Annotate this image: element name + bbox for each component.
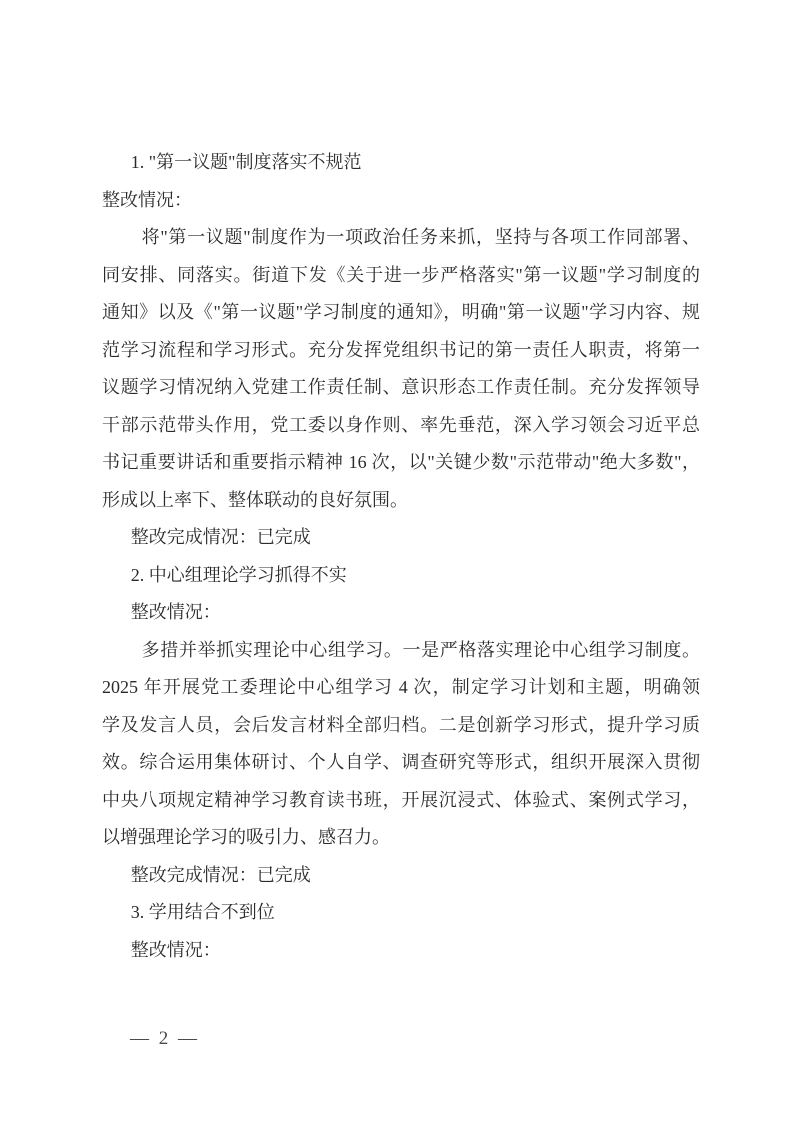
item-1-paragraph-line: 干部示范带头作用，党工委以身作则、率先垂范，深入学习领会习近平总 bbox=[102, 414, 700, 435]
item-2-paragraph-line: 中央八项规定精神学习教育读书班，开展沉浸式、体验式、案例式学习， bbox=[102, 789, 700, 810]
item-3-status-label: 整改情况： bbox=[130, 939, 221, 960]
item-2-heading: 2. 中心组理论学习抓得不实 bbox=[130, 564, 347, 585]
item-1-paragraph-line: 范学习流程和学习形式。充分发挥党组织书记的第一责任人职责，将第一 bbox=[102, 339, 700, 360]
item-1-paragraph-line: 形成以上率下、整体联动的良好氛围。 bbox=[102, 489, 408, 510]
item-2-completion-status: 整改完成情况：已完成 bbox=[130, 864, 311, 885]
item-2-status-label: 整改情况： bbox=[130, 602, 221, 622]
item-2-paragraph-line: 效。综合运用集体研讨、个人自学、调查研究等形式，组织开展深入贯彻 bbox=[102, 752, 700, 772]
item-2-paragraph-line: 学及发言人员，会后发言材料全部归档。二是创新学习形式，提升学习质 bbox=[102, 714, 700, 735]
item-1-paragraph-line: 议题学习情况纳入党建工作责任制、意识形态工作责任制。充分发挥领导 bbox=[102, 377, 700, 397]
item-1-heading: 1. "第一议题"制度落实不规范 bbox=[130, 152, 362, 172]
item-1-completion-status: 整改完成情况：已完成 bbox=[130, 527, 311, 547]
document-body bbox=[102, 144, 700, 969]
item-2-paragraph-line: 以增强理论学习的吸引力、感召力。 bbox=[102, 827, 390, 847]
item-1-paragraph-line: 将"第一议题"制度作为一项政治任务来抓，坚持与各项工作同部署、 bbox=[141, 227, 700, 247]
item-1-paragraph-line: 通知》以及《"第一议题"学习制度的通知》，明确"第一议题"学习内容、规 bbox=[102, 302, 700, 322]
item-3-heading: 3. 学用结合不到位 bbox=[130, 902, 275, 922]
item-2-paragraph-line: 2025 年开展党工委理论中心组学习 4 次，制定学习计划和主题，明确领 bbox=[102, 677, 700, 697]
item-1-paragraph-line: 书记重要讲话和重要指示精神 16 次，以"关键少数"示范带动"绝大多数"， bbox=[102, 452, 700, 472]
item-1-status-label: 整改情况： bbox=[102, 189, 192, 210]
item-2-paragraph-line: 多措并举抓实理论中心组学习。一是严格落实理论中心组学习制度。 bbox=[141, 639, 700, 660]
page-number: — 2 — bbox=[130, 1028, 197, 1049]
item-1-paragraph-line: 同安排、同落实。街道下发《关于进一步严格落实"第一议题"学习制度的 bbox=[102, 264, 700, 285]
